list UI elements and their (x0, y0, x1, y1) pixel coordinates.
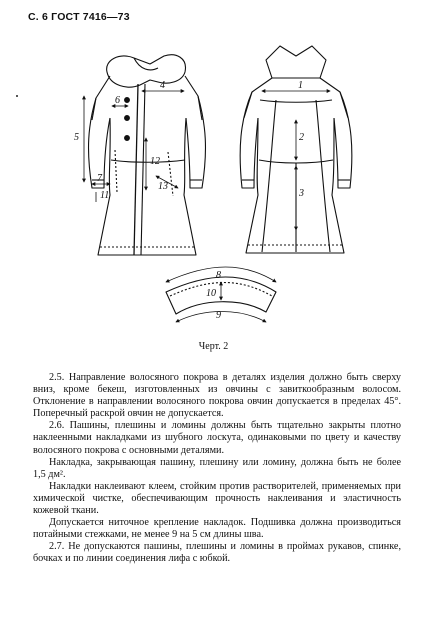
paragraph: 2.5. Направление волосяного покрова в деталях изделия должно быть сверху вниз, кроме бекеш, изготовленных из овчины с завиткообразным волосом. Отклонение в направлении волосяного покрова овчин допускается в пределах 45°. Поперечный раскрой овчин не допускается. (33, 372, 401, 420)
dim-label-6: 6 (115, 95, 120, 106)
paragraph: Накладка, закрывающая пашину, плешину или ломину, должна быть не более 1,5 дм². (33, 456, 401, 480)
dim-label-3: 3 (299, 188, 304, 199)
dim-label-4: 4 (160, 80, 165, 91)
coat-front-view (84, 55, 205, 255)
dim-label-11: 11 (100, 190, 110, 201)
dim-label-10: 10 (206, 288, 216, 299)
dim-label-1: 1 (298, 80, 303, 91)
dim-label-2: 2 (299, 132, 304, 143)
figure-caption: Черт. 2 (198, 341, 229, 352)
coat-back-view (240, 46, 352, 253)
dim-label-9: 9 (216, 310, 221, 321)
dim-label-12: 12 (150, 156, 160, 167)
paragraph: Допускается ниточное крепление накладок. Подшивка должна производиться потайными стежками, не менее 9 на 5 см длины шва. (33, 517, 401, 541)
paragraph: Накладки наклеивают клеем, стойким против растворителей, применяемых при химической чистке, обеспечивающим прочность наклеивания и эластичность кожевой ткани. (33, 480, 401, 517)
paragraph: 2.6. Пашины, плешины и ломины должны быть тщательно закрыты плотно наклеенными накладками из шубного лоскута, одинаковыми по цвету и качеству волосяного покрова с основными деталями. (33, 420, 401, 456)
document-body (33, 372, 401, 566)
paragraph: 2.7. Не допускаются пашины, плешины и ломины в проймах рукавов, спинке, бочках и по линии соединения лифа с юбкой. (33, 541, 401, 565)
dim-label-8: 8 (216, 270, 221, 281)
page-header: С. 6 ГОСТ 7416—73 (28, 11, 130, 23)
dim-label-5: 5 (74, 132, 79, 143)
dim-label-7: 7 (97, 173, 102, 184)
collar-pattern (166, 267, 276, 322)
dim-label-13: 13 (158, 181, 168, 192)
